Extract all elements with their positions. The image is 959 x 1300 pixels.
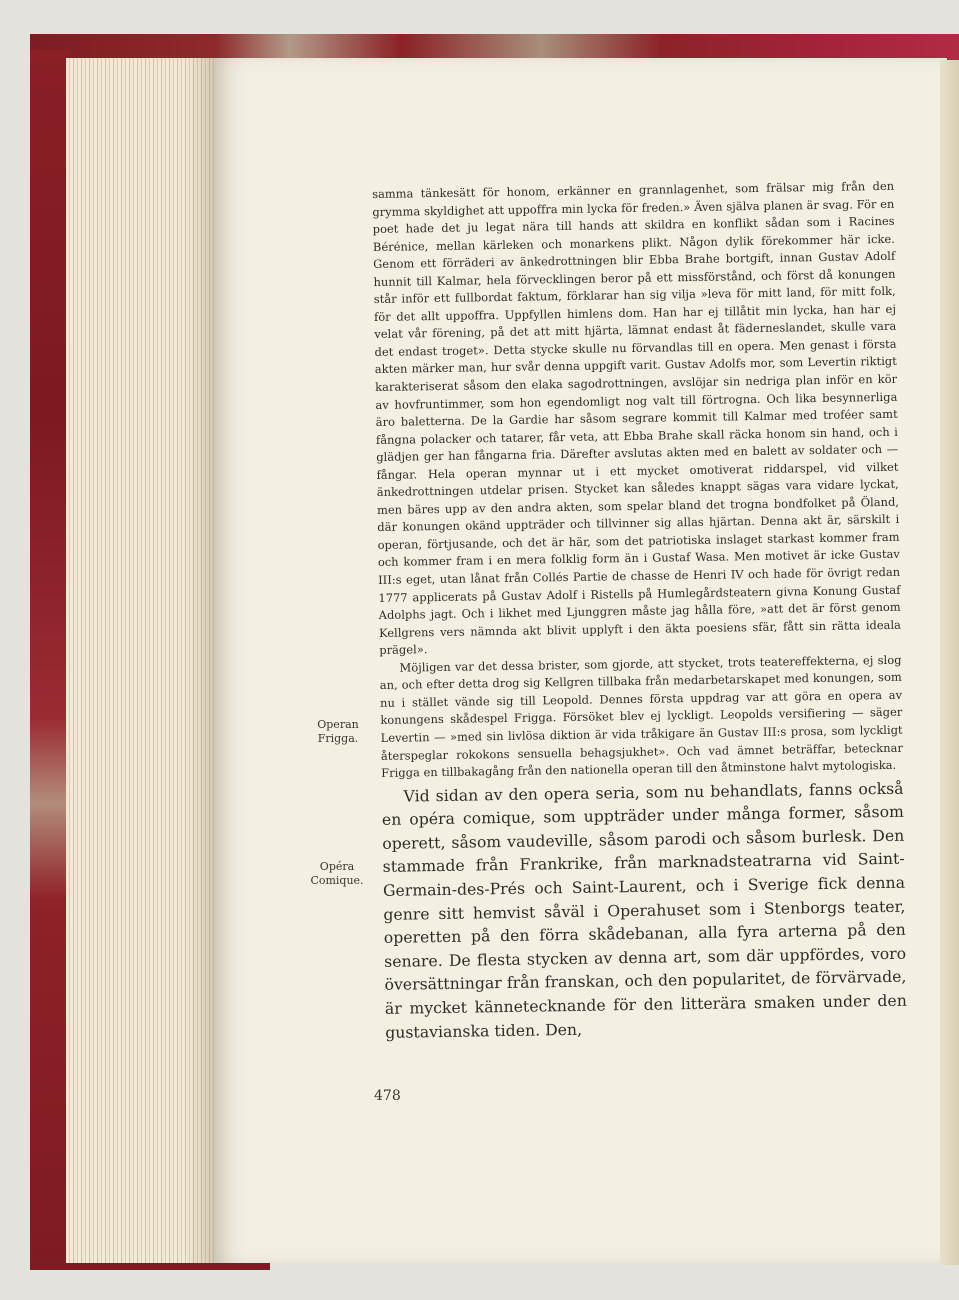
marginal-note-opera-comique [306, 860, 368, 888]
marginal-note-line: Opéra [319, 860, 355, 873]
page-edges-stack [66, 58, 216, 1263]
marginal-note-line: Operan [317, 718, 359, 731]
paragraph-3: Vid sidan av den opera seria, som nu behandlats, fanns också en opéra comique, som uppträder under många former, såsom operett, såsom vaudeville, såsom parodi och såsom burlesk. Den stammade från Frankrike, från marknadsteatrarna vid Saint-Germain-des-Prés och Saint-Laurent, och i Sverige fick denna genre sitt hemvist såväl i Operahuset som i Stenborgs teater, operetten på den förra skådebanan, alla fyra arterna på den senare. De flesta stycken av denna art, som där uppfördes, voro översättningar från franskan, och den popularitet, de förvärvade, är mycket kännetecknande för den litterära smaken under den gustavianska tiden. Den, [381, 779, 908, 1042]
body-text [372, 178, 907, 1045]
marginal-note-frigga [307, 718, 369, 746]
paragraph-2: Möjligen var det dessa brister, som gjorde, att stycket, trots teatereffekterna, ej slog an, och efter detta drog sig Kellgren tillbaka från medarbetarskapet med konungen, som nu i stället vände sig till Leopold. Dennes första uppdrag var att göra en opera av konungens skådespel Frigga. Försöket blev ej lyckligt. Leopolds versifiering — säger Levertin — »med sin livlösa diktion är vida tråkigare än Gustav III:s prosa, som lyckligt återspeglar rokokons sensuella behagsjukhet». Och vad ämnet beträffar, betecknar Frigga en tillbakagång från den nationella operan till den åtminstone halvt mytologiska. [379, 652, 903, 780]
paragraph-1: samma tänkesätt för honom, erkänner en grannlagenhet, som frälsar mig från den grymma skyldighet att uppoffra min lycka för freden.» Även själva planen är svag. För en poet hade det ju legat nära till hands att skildra en konflikt sådan som i Racines Bérénice, mellan kärleken och monarkens plikt. Någon dylik förekommer här icke. Genom ett förräderi av änkedrottningen blir Ebba Brahe bortgift, innan Gustav Adolf hunnit till Kalmar, hela förvecklingen beror på ett missförstånd, och först då konungen står inför ett fullbordat faktum, förklarar han sig vilja »leva för mitt land, för mitt folk, för det allt uppoffra. Uppfyllen himlens dom. Han har ej tillåtit min lycka, han har ej velat vår förening, på det att mitt hjärta, lämnat endast åt fäderneslandet, skulle vara det endast troget». Detta stycke skulle nu förvandlas till en opera. Men genast i första akten märker man, hur svår denna uppgift varit. Gustav Adolfs mor, som Levertin riktigt karakteriserat såsom den elaka sagodrottningen, avslöjar sin nedriga plan inför en kör av hovfruntimmer, som hon egendomligt nog valt till förtrogna. Och lika besynnerliga äro baletterna. De la Gardie har såsom segrare kommit till Kalmar med troféer samt fångna polacker och tatarer, får veta, att Ebba Brahe skall räcka honom sin hand, och i glädjen ger han fångarna fria. Därefter avslutas akten med en balett av soldater och — fångar. Hela operan mynnar ut i ett mycket omotiverat riddarspel, vid vilket änkedrottningen utdelar prisen. Stycket kan således knappt sägas vara vidare lyckat, men bäres upp av den andra akten, som spelar bland det trogna bondfolket på Öland, där konungen okänd uppträder och tillvinner sig allas hjärtan. Denna akt är, särskilt i operan, förtjusande, och det är här, som det patriotiska inslaget starkast kommer fram och kommer fram i en mera folklig form än i Gustaf Wasa. Men motivet är icke Gustav III:s eget, utan lånat från Collés Partie de chasse de Henri IV och hade för övrigt redan 1777 applicerats på Gustav Adolf i Ristells på Humlegårdsteatern givna Konung Gustaf Adolphs jagt. Och i likhet med Ljunggren måste jag hålla före, »att det är först genom Kellgrens vers nämnda akt blivit upplyft i den äkta poesiens sfär, fått sin rätta ideala prägel». [372, 178, 902, 658]
marginal-note-line: Comique. [310, 874, 364, 887]
book-cover-left-edge [30, 50, 70, 1265]
marginal-note-line: Frigga. [317, 732, 359, 745]
page-number: 478 [374, 1088, 401, 1104]
page-right-edge [940, 60, 959, 1265]
